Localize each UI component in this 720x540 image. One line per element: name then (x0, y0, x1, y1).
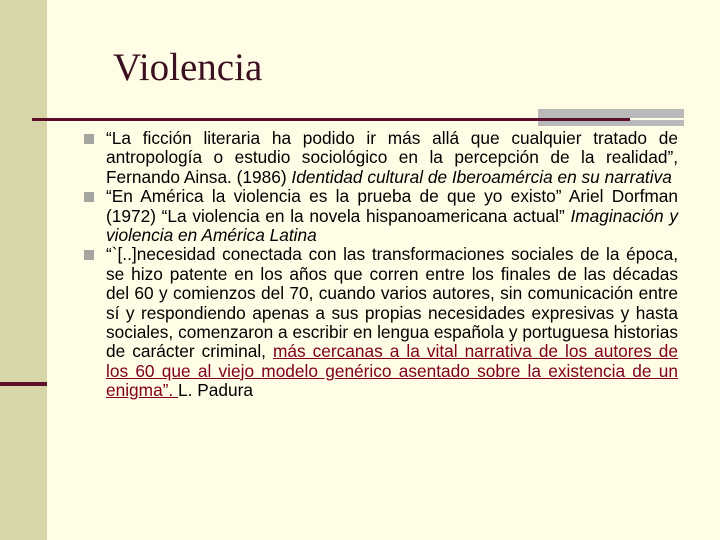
slide-title: Violencia (113, 46, 263, 89)
square-bullet-icon (84, 250, 94, 260)
bullet-book-title: Imaginación y violencia en América Latina (106, 205, 678, 246)
bullet-item-ainsa (84, 129, 678, 187)
bullet-text: “En América la violencia es la prueba de que yo existo” Ariel Dorfman (1972) “La violencia en la novela hispanoamericana actual” (106, 186, 678, 226)
bullet-item-padura (84, 245, 678, 400)
quote-hyperlink[interactable]: más cercanas a la vital narrativa de los autores de los 60 que al viejo modelo genérico asentado sobre la existencia de un enigma”. (106, 341, 678, 401)
title-divider (32, 118, 630, 121)
bullet-author: L. Padura (178, 380, 253, 401)
square-bullet-icon (84, 134, 94, 144)
bullet-book-title: Identidad cultural de Iberoamércia en su narrativa (291, 166, 672, 187)
bullet-text: “`[..]necesidad conectada con las transformaciones sociales de la época, se hizo patente en los años que corren entre los finales de las décadas del 60 y comienzos del 70, cuando varios autores, sin comunicación entre sí y respondiendo apenas a sus propias necesidades expresivas y hasta sociales, comenzaron a escribir en lengua española y portuguesa historias de carácter criminal, (106, 244, 678, 362)
square-bullet-icon (84, 192, 94, 202)
slide-body (84, 129, 678, 401)
bullet-text: “La ficción literaria ha podido ir más allá que cualquier tratado de antropología o estudio sociológico en la percepción de la realidad”, Fernando Ainsa. (1986) (106, 128, 678, 187)
left-decorative-band (0, 0, 47, 540)
title-gray-bar-top (538, 109, 684, 118)
left-accent-line (0, 382, 47, 386)
bullet-item-dorfman (84, 187, 678, 245)
